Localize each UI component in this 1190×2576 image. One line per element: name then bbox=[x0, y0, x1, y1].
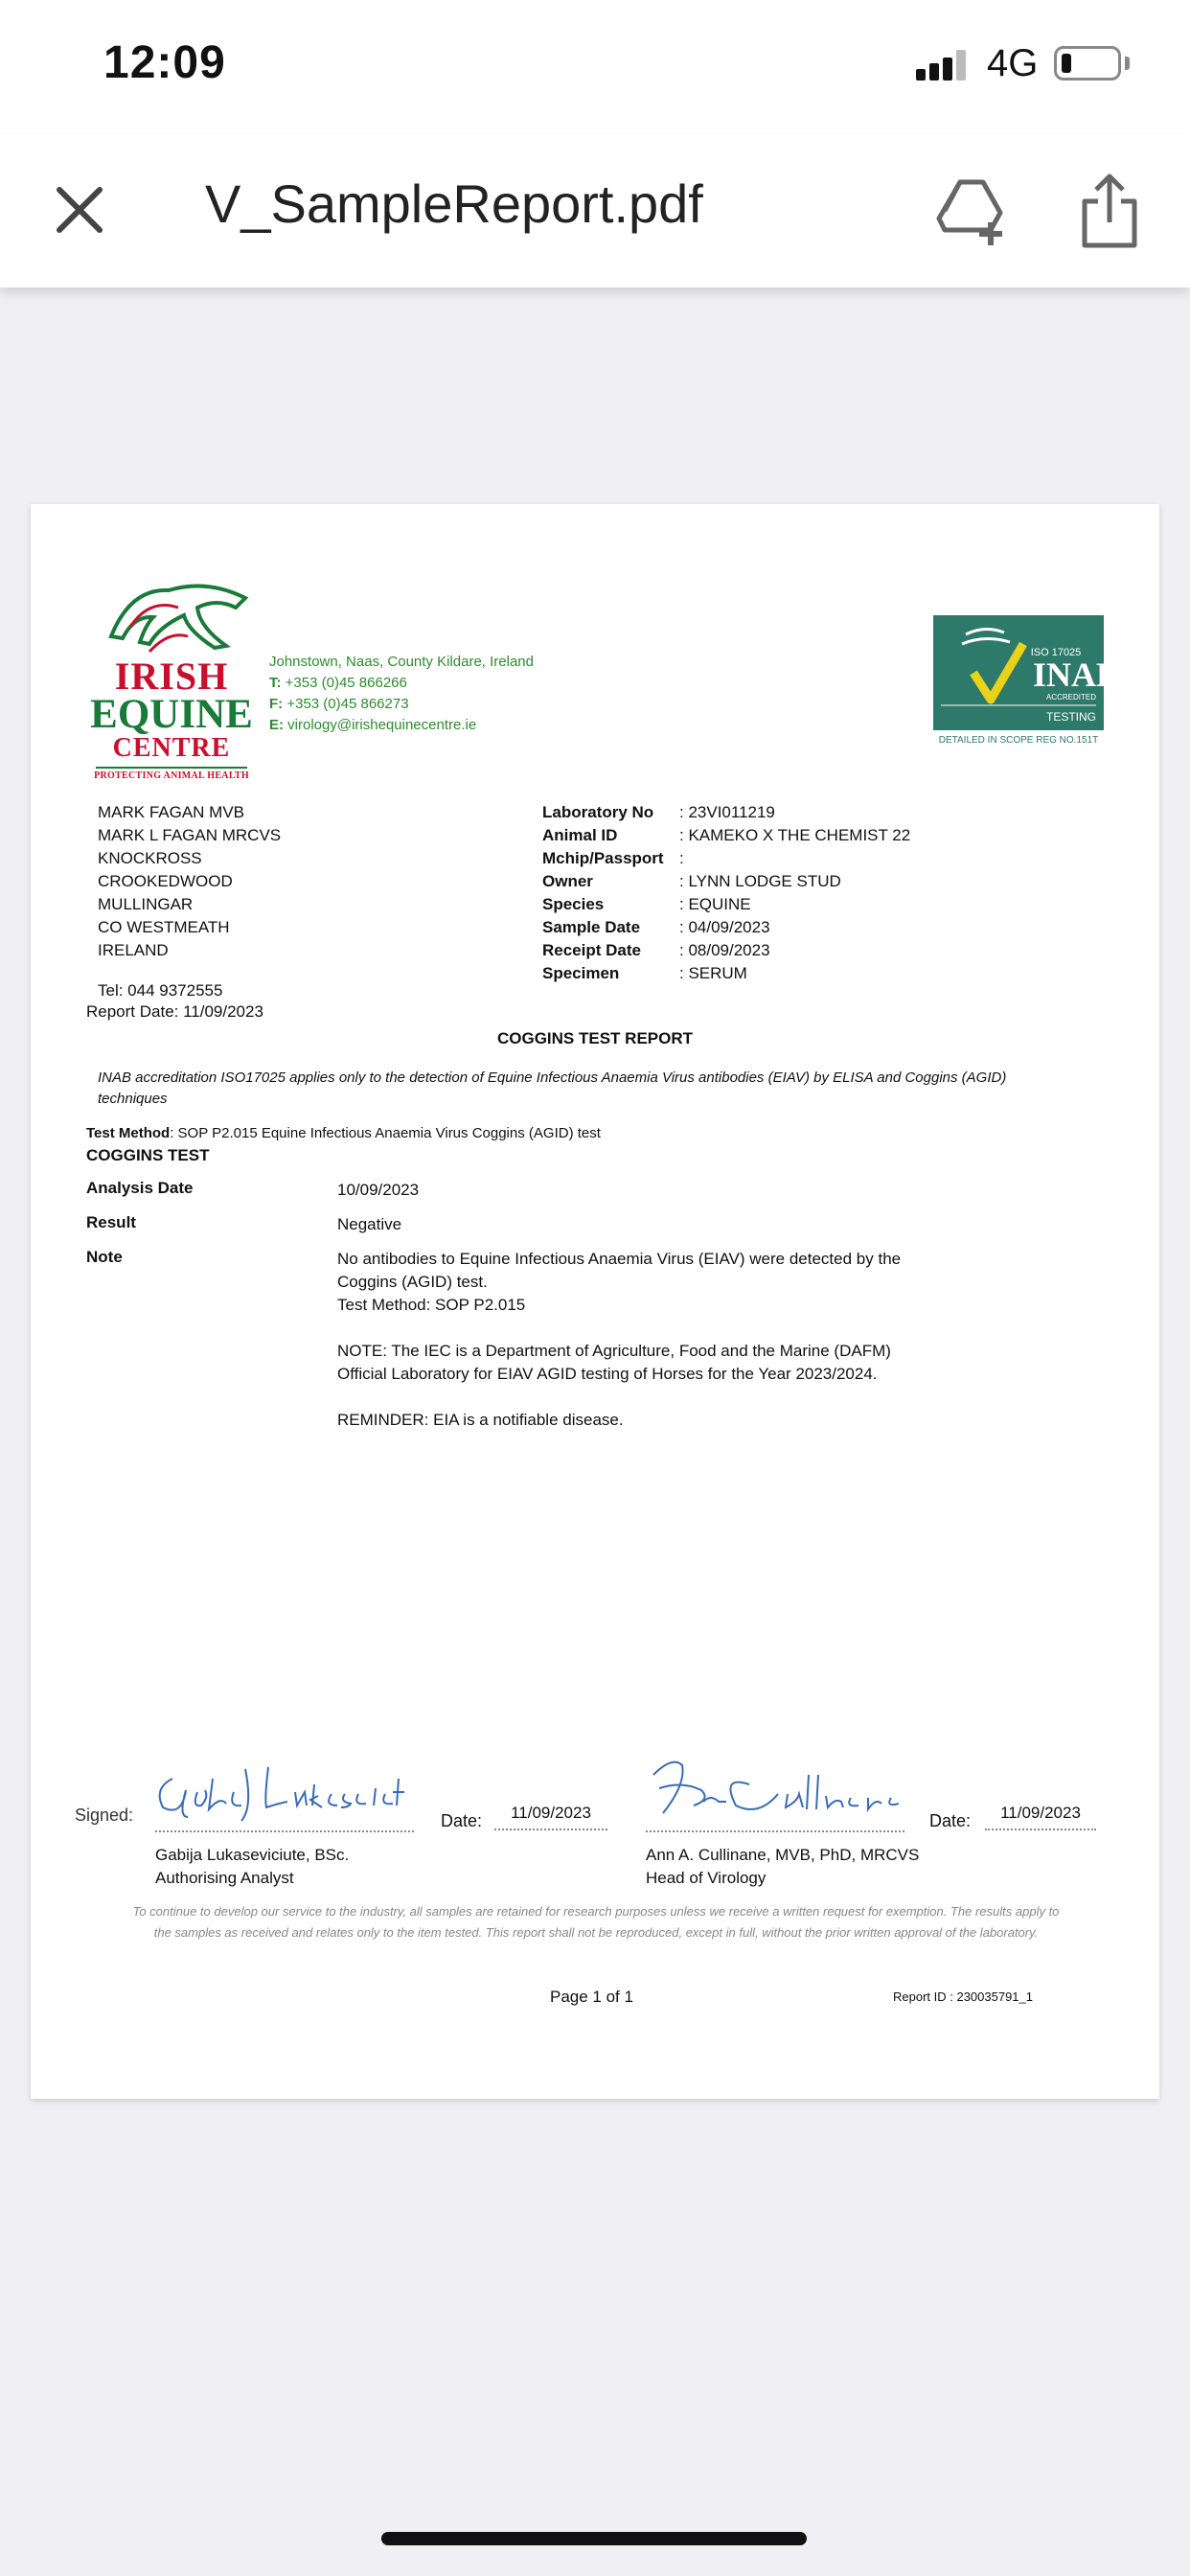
note-paragraph-3: REMINDER: EIA is a notifiable disease. bbox=[337, 1411, 624, 1429]
sig2-date: 11/09/2023 bbox=[985, 1804, 1096, 1830]
lab-info-row bbox=[542, 939, 910, 962]
lab-info-label: Animal ID bbox=[542, 826, 618, 844]
file-title: V_SampleReport.pdf bbox=[205, 173, 703, 234]
lab-info-label: Receipt Date bbox=[542, 941, 641, 959]
lab-info-row bbox=[542, 962, 910, 985]
lab-info-row bbox=[542, 824, 910, 847]
head-of-virology-signature bbox=[644, 1746, 903, 1823]
lab-info-label: Mchip/Passport bbox=[542, 849, 664, 867]
head-name: Ann A. Cullinane, MVB, PhD, MRCVS bbox=[646, 1846, 920, 1864]
sig1-date: 11/09/2023 bbox=[494, 1804, 607, 1830]
note-label: Note bbox=[86, 1248, 123, 1266]
analyst-name-block bbox=[155, 1844, 349, 1890]
analyst-name: Gabija Lukaseviciute, BSc. bbox=[155, 1846, 350, 1864]
result-value: Negative bbox=[337, 1215, 402, 1233]
lab-info-row bbox=[542, 801, 910, 824]
contact-block bbox=[269, 652, 534, 736]
lab-info-value: : EQUINE bbox=[679, 895, 751, 913]
lab-info-row bbox=[542, 916, 910, 939]
logo-tagline: PROTECTING ANIMAL HEALTH bbox=[94, 770, 249, 781]
add-to-drive-icon bbox=[935, 172, 1012, 249]
logo-text-irish: IRISH bbox=[114, 655, 229, 698]
inab-testing: TESTING bbox=[1045, 710, 1097, 724]
inab-note: INAB accreditation ISO17025 applies only to the detection of Equine Infectious Anaemia Virus antibodies (EIAV) by ELISA and Coggins (AGID) techniques bbox=[98, 1070, 1007, 1107]
sig2-date-label: Date: bbox=[929, 1811, 972, 1830]
share-button[interactable] bbox=[1079, 171, 1140, 251]
laboratory-info bbox=[542, 801, 910, 985]
recipient-address-line: MULLINGAR bbox=[98, 895, 194, 913]
head-name-block bbox=[646, 1844, 919, 1890]
analyst-signature bbox=[153, 1750, 412, 1823]
lab-info-row bbox=[542, 870, 910, 893]
lab-info-label: Specimen bbox=[542, 964, 620, 982]
sig1-date-label: Date: bbox=[441, 1811, 483, 1830]
note-paragraph-1b: Test Method: SOP P2.015 bbox=[337, 1296, 526, 1314]
home-indicator[interactable] bbox=[381, 2532, 807, 2545]
contact-phone: T: +353 (0)45 866266 bbox=[269, 675, 407, 691]
report-id: Report ID : 230035791_1 bbox=[893, 1990, 1033, 2004]
close-button[interactable] bbox=[48, 178, 111, 242]
section-title: COGGINS TEST bbox=[86, 1146, 210, 1164]
contact-email: E: virology@irishequinecentre.ie bbox=[269, 717, 477, 733]
recipient-address-line: MARK FAGAN MVB bbox=[98, 803, 245, 821]
inab-iso: ISO 17025 bbox=[1030, 647, 1082, 658]
lab-info-row bbox=[542, 847, 910, 870]
contact-address: Johnstown, Naas, County Kildare, Ireland bbox=[269, 654, 534, 670]
network-type: 4G bbox=[987, 42, 1039, 84]
head-role: Head of Virology bbox=[646, 1869, 767, 1887]
recipient-address-line: KNOCKROSS bbox=[98, 849, 202, 867]
note-value bbox=[337, 1248, 931, 1432]
test-method: Test Method: SOP P2.015 Equine Infectious Anaemia Virus Coggins (AGID) test bbox=[86, 1125, 601, 1141]
status-time: 12:09 bbox=[103, 37, 226, 88]
share-icon bbox=[1079, 171, 1140, 251]
cellular-signal-icon bbox=[916, 50, 970, 80]
signature-line-1 bbox=[155, 1830, 414, 1832]
irish-equine-centre-logo bbox=[92, 569, 264, 665]
lab-info-value: : 04/09/2023 bbox=[679, 918, 770, 936]
lab-info-label: Owner bbox=[542, 872, 593, 890]
report-title: COGGINS TEST REPORT bbox=[496, 1029, 694, 1047]
lab-info-value: : bbox=[679, 849, 684, 867]
pdf-page bbox=[31, 504, 1159, 2099]
contact-fax: F: +353 (0)45 866273 bbox=[269, 696, 409, 712]
analysis-date-label: Analysis Date bbox=[86, 1179, 194, 1197]
lab-info-value: : 08/09/2023 bbox=[679, 941, 770, 959]
recipient-address-line: MARK L FAGAN MRCVS bbox=[98, 826, 282, 844]
note-paragraph-2: NOTE: The IEC is a Department of Agriculture, Food and the Marine (DAFM) Official Laboratory for EIAV AGID testing of Horses for the Year 2023/2024. bbox=[337, 1342, 891, 1383]
recipient-address-line: CROOKEDWOOD bbox=[98, 872, 233, 890]
close-icon bbox=[48, 178, 111, 242]
logo-text-centre: CENTRE bbox=[112, 733, 231, 763]
analysis-date-value: 10/09/2023 bbox=[337, 1181, 420, 1199]
inab-accreditation-badge bbox=[927, 606, 1120, 749]
lab-info-value: : 23VI011219 bbox=[679, 803, 775, 821]
page-number: Page 1 of 1 bbox=[550, 1988, 633, 2006]
recipient-address-line: IRELAND bbox=[98, 941, 169, 959]
battery-icon bbox=[1054, 46, 1121, 80]
lab-info-value: : LYNN LODGE STUD bbox=[679, 872, 841, 890]
lab-info-label: Sample Date bbox=[542, 918, 641, 936]
lab-info-value: : KAMEKO X THE CHEMIST 22 bbox=[679, 826, 911, 844]
lab-info-label: Species bbox=[542, 895, 605, 913]
analyst-role: Authorising Analyst bbox=[155, 1869, 294, 1887]
inab-accredited: ACCREDITED bbox=[1045, 693, 1097, 702]
add-to-drive-button[interactable] bbox=[935, 172, 1012, 249]
note-paragraph-1: No antibodies to Equine Infectious Anaemia Virus (EIAV) were detected by the Coggins (AGID) test. bbox=[337, 1250, 902, 1291]
lab-info-label: Laboratory No bbox=[542, 803, 654, 821]
report-date: Report Date: 11/09/2023 bbox=[86, 1002, 263, 1021]
recipient-address-line: CO WESTMEATH bbox=[98, 918, 230, 936]
inab-name: INAB bbox=[1033, 656, 1120, 694]
logo-text-equine: EQUINE bbox=[90, 692, 253, 737]
recipient-tel: Tel: 044 9372555 bbox=[98, 981, 223, 1000]
logo-rule bbox=[96, 767, 247, 769]
lab-info-row bbox=[542, 893, 910, 916]
status-bar bbox=[0, 0, 1190, 134]
battery-cap bbox=[1125, 57, 1130, 70]
lab-info-value: : SERUM bbox=[679, 964, 747, 982]
recipient-address bbox=[98, 801, 281, 962]
signed-label: Signed: bbox=[75, 1806, 134, 1825]
viewer-header bbox=[0, 134, 1190, 288]
disclaimer: To continue to develop our service to the industry, all samples are retained for research purposes unless we receive a written request for exemption. The results apply to the samples as received and relates only to the item tested. This report shall not be reproduced, except in full, without the prior written approval of the laboratory. bbox=[132, 1904, 1060, 1940]
inab-scope: DETAILED IN SCOPE REG NO.151T bbox=[938, 735, 1099, 746]
signature-line-2 bbox=[646, 1830, 904, 1832]
result-label: Result bbox=[86, 1213, 136, 1231]
